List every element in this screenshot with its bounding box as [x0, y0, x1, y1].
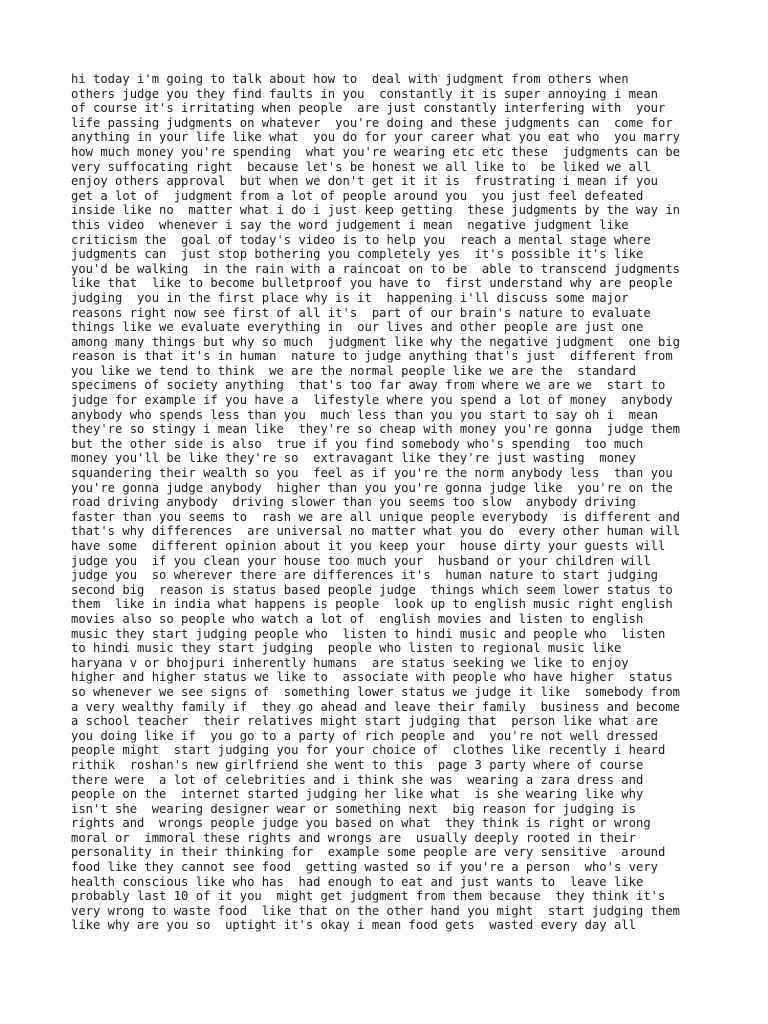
text-line: squandering their wealth so you feel as if you're the norm anybody less than you	[71, 466, 673, 481]
text-line: very suffocating right because let's be honest we all like to be liked we all	[71, 159, 651, 174]
text-line: you'd be walking in the rain with a raincoat on to be able to transcend judgments	[71, 261, 681, 276]
text-line: but the other side is also true if you find somebody who's spending too much	[71, 436, 644, 451]
text-line: of course it's irritating when people are just constantly interfering with your	[71, 101, 666, 116]
text-line: specimens of society anything that's too far away from where we are we start to	[71, 378, 666, 393]
text-line: reasons right now see first of all it's part of our brain's nature to evaluate	[71, 305, 651, 320]
text-line: anybody who spends less than you much less than you you start to say oh i mean	[71, 407, 658, 422]
text-line: this video whenever i say the word judgement i mean negative judgment like	[71, 217, 629, 232]
text-line: faster than you seems to rash we are all unique people everybody is different and	[71, 509, 681, 524]
text-line: a very wealthy family if they go ahead and leave their family business and become	[71, 699, 681, 714]
text-line: people might start judging you for your choice of clothes like recently i heard	[71, 743, 666, 758]
text-line: rights and wrongs people judge you based on what they think is right or wrong	[71, 816, 651, 831]
text-line: like that like to become bulletproof you have to first understand why are people	[71, 276, 673, 291]
text-line: have some different opinion about it you keep your house dirty your guests will	[71, 539, 666, 553]
text-line: inside like no matter what i do i just keep getting these judgments by the way in	[71, 203, 681, 218]
text-line: anything in your life like what you do for your career what you eat who you marry	[71, 130, 681, 145]
text-line: life passing judgments on whatever you're doing and these judgments can come for	[71, 115, 673, 130]
text-line: that's why differences are universal no matter what you do every other human will	[71, 524, 681, 539]
text-line: enjoy others approval but when we don't get it it is frustrating i mean if you	[71, 174, 658, 189]
text-line: probably last 10 of it you might get judgment from them because they think it's	[71, 889, 666, 904]
text-line: judgments can just stop bothering you completely yes it's possible it's like	[71, 247, 644, 262]
text-line: hi today i'm going to talk about how to deal with judgment from others when	[71, 72, 629, 86]
text-line: criticism the goal of today's video is to help you reach a mental stage where	[71, 232, 651, 247]
text-line: isn't she wearing designer wear or something next big reason for judging is	[71, 801, 636, 816]
text-line: there were a lot of celebrities and i think she was wearing a zara dress and	[71, 772, 644, 787]
text-line: how much money you're spending what you're wearing etc etc these judgments can be	[71, 144, 681, 159]
text-line: to hindi music they start judging people who listen to regional music like	[71, 641, 622, 656]
text-line: food like they cannot see food getting wasted so if you're a person who's very	[71, 860, 658, 875]
text-line: among many things but why so much judgment like why the negative judgment one big	[71, 334, 681, 349]
text-line: haryana v or bhojpuri inherently humans are status seeking we like to enjoy	[71, 655, 629, 670]
text-line: like why are you so uptight it's okay i mean food gets wasted every day all	[71, 918, 636, 933]
text-line: others judge you they find faults in you constantly it is super annoying i mean	[71, 86, 658, 101]
text-line: you doing like if you go to a party of rich people and you're not well dressed	[71, 728, 658, 743]
text-line: reason is that it's in human nature to judge anything that's just different from	[71, 349, 673, 364]
text-line: judging you in the first place why is it happening i'll discuss some major	[71, 290, 629, 305]
text-line: so whenever we see signs of something lower status we judge it like somebody from	[71, 684, 681, 699]
text-line: music they start judging people who listen to hindi music and people who listen	[71, 626, 666, 641]
text-line: people on the internet started judging her like what is she wearing like why	[71, 787, 644, 802]
text-line: personality in their thinking for example some people are very sensitive around	[71, 845, 666, 860]
transcript-text	[71, 72, 711, 933]
text-line: them like in india what happens is people look up to english music right english	[71, 597, 673, 612]
text-line: judge you if you clean your house too much your husband or your children will	[71, 553, 651, 568]
text-line: money you'll be like they're so extravagant like they're just wasting money	[71, 451, 636, 466]
text-line: health conscious like who has had enough to eat and just wants to leave like	[71, 874, 644, 889]
text-line: very wrong to waste food like that on the other hand you might start judging them	[71, 903, 681, 918]
text-line: a school teacher their relatives might start judging that person like what are	[71, 714, 658, 729]
text-line: second big reason is status based people judge things which seem lower status to	[71, 582, 673, 597]
text-line: you're gonna judge anybody higher than you you're gonna judge like you're on the	[71, 480, 673, 495]
text-line: rithik roshan's new girlfriend she went to this page 3 party where of course	[71, 757, 644, 772]
text-line: things like we evaluate everything in our lives and other people are just one	[71, 320, 644, 335]
text-line: get a lot of judgment from a lot of people around you you just feel defeated	[71, 188, 644, 203]
text-line: judge you so wherever there are differences it's human nature to start judging	[71, 568, 658, 583]
text-line: higher and higher status we like to associate with people who have higher status	[71, 670, 673, 685]
text-line: they're so stingy i mean like they're so cheap with money you're gonna judge them	[71, 422, 681, 437]
text-line: road driving anybody driving slower than you seems too slow anybody driving	[71, 495, 636, 510]
text-line: movies also so people who watch a lot of english movies and listen to english	[71, 611, 644, 626]
text-line: judge for example if you have a lifestyle where you spend a lot of money anybody	[71, 393, 673, 408]
text-line: you like we tend to think we are the normal people like we are the standard	[71, 363, 636, 378]
text-line: moral or immoral these rights and wrongs are usually deeply rooted in their	[71, 830, 636, 845]
